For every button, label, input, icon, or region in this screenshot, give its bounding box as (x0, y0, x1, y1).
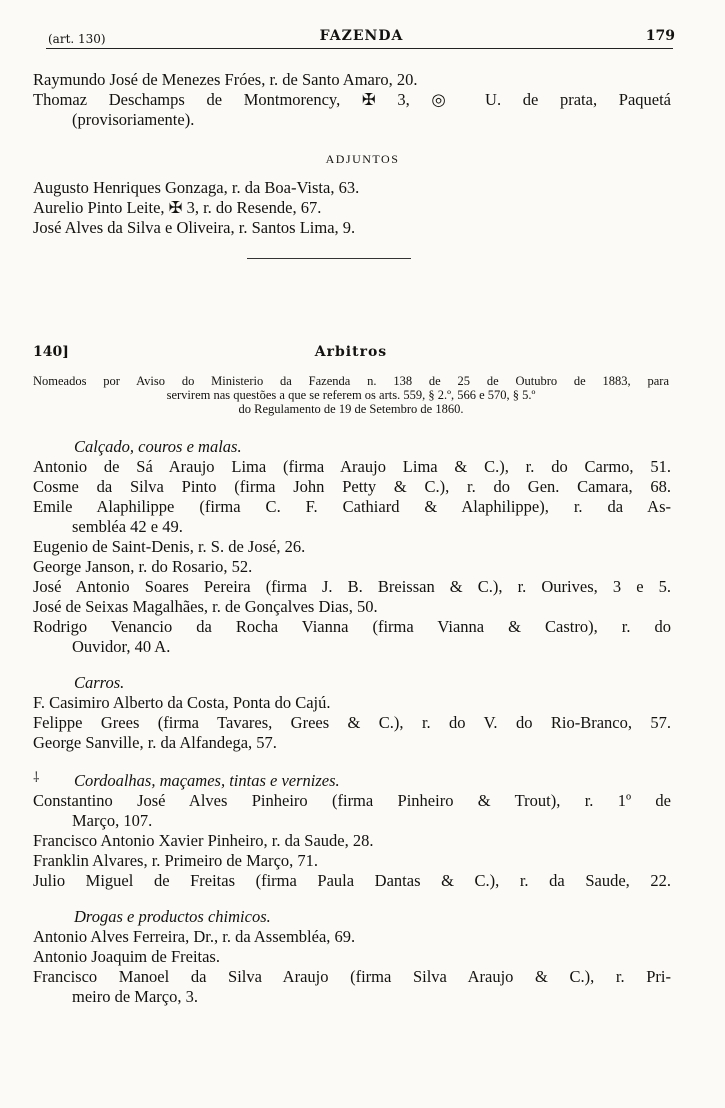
entry-line: F. Casimiro Alberto da Costa, Ponta do Cajú. (33, 693, 331, 712)
entry-line: Thomaz Deschamps de Montmorency, ✠ 3, ◎ U. de prata, Paquetá (33, 90, 671, 109)
adjunto-line: Augusto Henriques Gonzaga, r. da Boa-Vista, 63. (33, 178, 360, 197)
entry-line: Raymundo José de Menezes Fróes, r. de Santo Amaro, 20. (33, 70, 418, 89)
entry-line: Felippe Grees (firma Tavares, Grees & C.), r. do V. do Rio-Branco, 57. (33, 713, 671, 732)
page-number: 179 (645, 28, 675, 44)
entry-line: Emile Alaphilippe (firma C. F. Cathiard & Alaphilippe), r. da As- (33, 497, 671, 516)
entry-line: Francisco Antonio Xavier Pinheiro, r. da Saude, 28. (33, 831, 374, 850)
entry-line: Constantino José Alves Pinheiro (firma Pinheiro & Trout), r. 1º de (33, 791, 671, 810)
entry-line: Antonio de Sá Araujo Lima (firma Araujo Lima & C.), r. do Carmo, 51. (33, 457, 671, 476)
entry-line: Franklin Alvares, r. Primeiro de Março, 71. (33, 851, 319, 870)
header-title: FAZENDA (319, 28, 404, 44)
subsection-heading: Cordoalhas, maçames, tintas e vernizes. (74, 771, 340, 790)
adjuntos-heading: ADJUNTOS (325, 152, 400, 166)
entry-line: José de Seixas Magalhães, r. de Gonçalves Dias, 50. (33, 597, 378, 616)
entry-line: José Antonio Soares Pereira (firma J. B. Breissan & C.), r. Ourives, 3 e 5. (33, 577, 671, 596)
section-note-line: do Regulamento de 19 de Setembro de 1860. (238, 402, 464, 416)
entry-line: sembléa 42 e 49. (72, 517, 183, 536)
entry-line: Julio Miguel de Freitas (firma Paula Dantas & C.), r. da Saude, 22. (33, 871, 671, 890)
section-divider (247, 258, 411, 259)
entry-line: Antonio Alves Ferreira, Dr., r. da Assembléa, 69. (33, 927, 356, 946)
entry-line: George Janson, r. do Rosario, 52. (33, 557, 253, 576)
entry-line: George Sanville, r. da Alfandega, 57. (33, 733, 277, 752)
entry-line: Março, 107. (72, 811, 153, 830)
entry-line: Rodrigo Venancio da Rocha Vianna (firma Vianna & Castro), r. do (33, 617, 671, 636)
subsection-heading: Calçado, couros e malas. (74, 437, 242, 456)
header-rule (46, 48, 673, 49)
section-note-line: Nomeados por Aviso do Ministerio da Fazenda n. 138 de 25 de Outubro de 1883, para (33, 374, 669, 388)
header-article-ref: (art. 130) (48, 32, 106, 46)
section-title: Arbitros (314, 344, 388, 360)
section-note-line: servirem nas questões a que se referem os arts. 559, § 2.º, 566 e 570, § 5.º (166, 388, 536, 402)
entry-line: meiro de Março, 3. (72, 987, 198, 1006)
running-header (48, 28, 675, 48)
adjunto-line: Aurelio Pinto Leite, ✠ 3, r. do Resende, 67. (33, 198, 322, 217)
subsection-heading: Drogas e productos chimicos. (74, 907, 271, 926)
margin-mark: ⸸ (33, 770, 40, 786)
entry-line: Cosme da Silva Pinto (firma John Petty & C.), r. do Gen. Camara, 68. (33, 477, 671, 496)
section-number: 140] (33, 344, 69, 360)
entry-line: Francisco Manoel da Silva Araujo (firma Silva Araujo & C.), r. Pri- (33, 967, 671, 986)
entry-line: Ouvidor, 40 A. (72, 637, 171, 656)
subsection-heading: Carros. (74, 673, 125, 692)
entry-line: (provisoriamente). (72, 110, 195, 129)
adjunto-line: José Alves da Silva e Oliveira, r. Santos Lima, 9. (33, 218, 356, 237)
entry-line: Eugenio de Saint-Denis, r. S. de José, 26. (33, 537, 306, 556)
entry-line: Antonio Joaquim de Freitas. (33, 947, 220, 966)
